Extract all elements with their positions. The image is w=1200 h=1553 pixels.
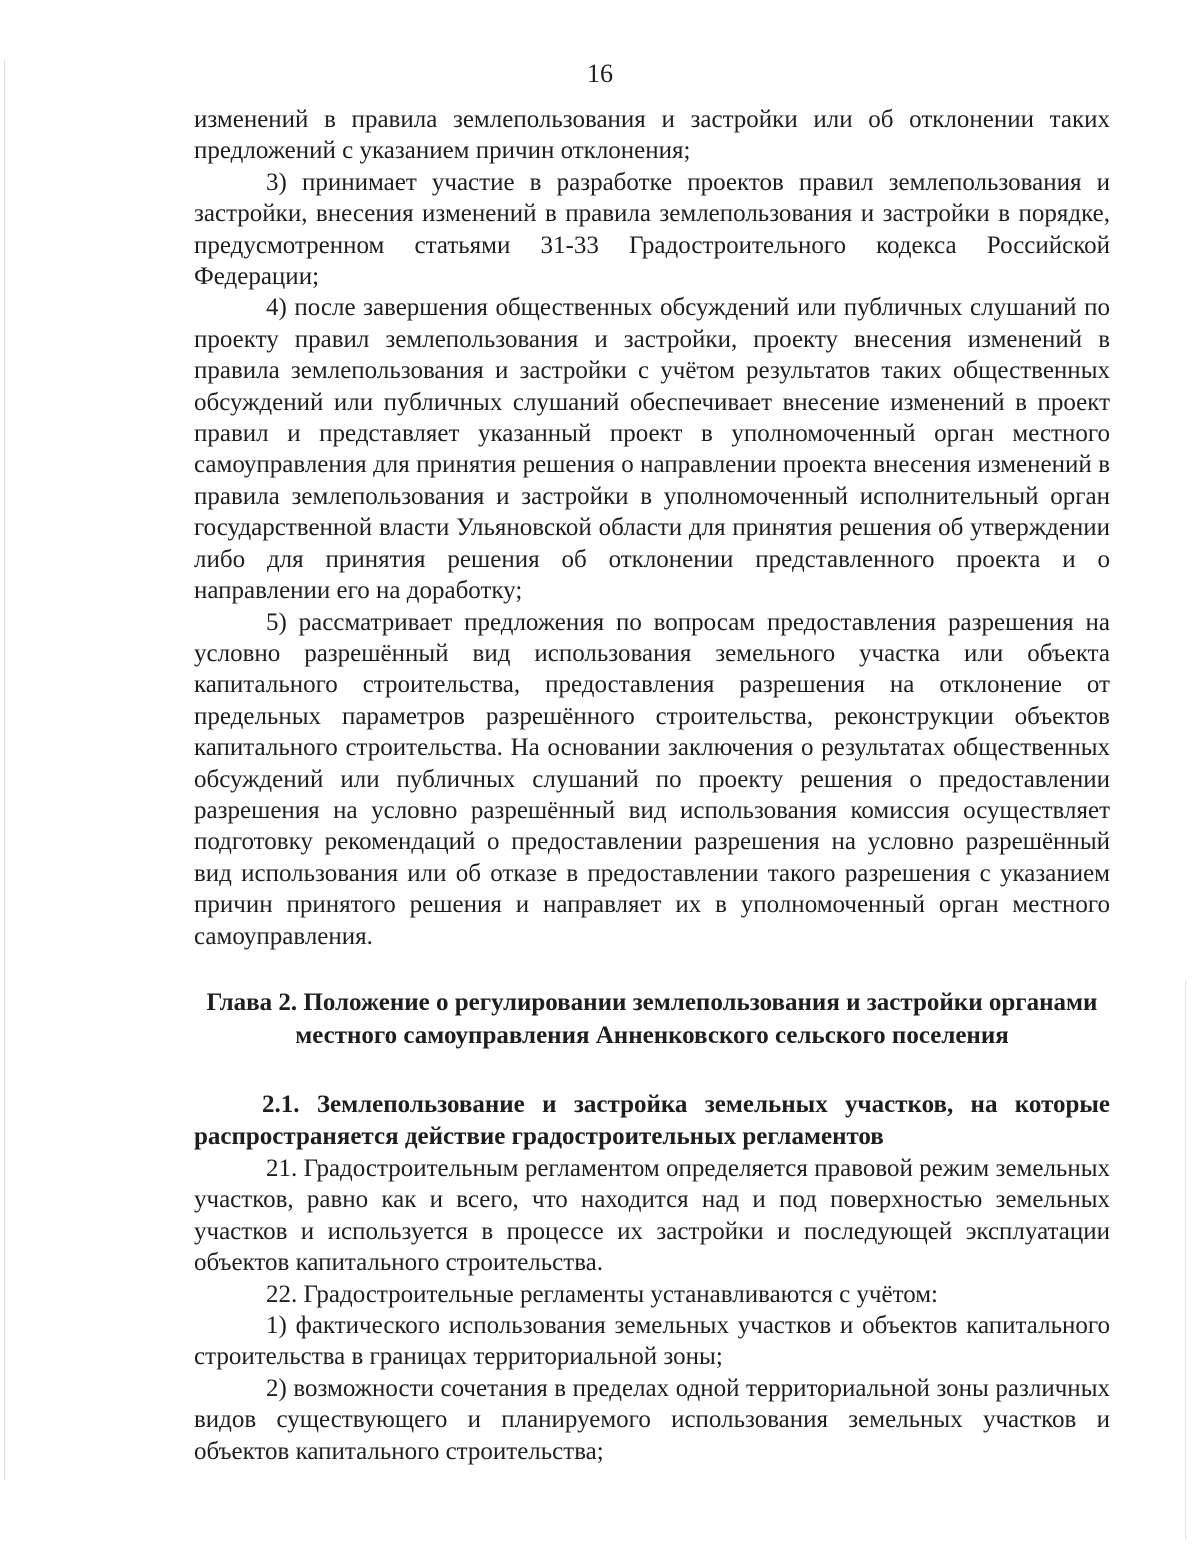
paragraph-continuation: изменений в правила землепользования и застройки или об отклонении таких предложений с указанием причин отклонения; bbox=[194, 106, 1110, 165]
clause-21: 21. Градостроительным регламентом определяется правовой режим земельных участков, равно как и всего, что находится над и под поверхностью земельных участков и используется в процессе их застройки и последующей эксплуатации объектов капитального строительства. bbox=[194, 1154, 1110, 1277]
list-item-5: 5) рассматривает предложения по вопросам предоставления разрешения на условно разрешённый вид использования земельного участка или объекта капитального строительства, предоставления разрешения на отклонение от предельных параметров разрешённого строительства, реконструкции объектов капитального строительства. На основании заключения о результатах общественных обсуждений или публичных слушаний по проекту решения о предоставлении разрешения на условно разрешённый вид использования комиссия осуществляет подготовку рекомендаций о предоставлении разрешения на условно разрешённый вид использования или об отказе в предоставлении такого разрешения с указанием причин принятого решения и направляет их в уполномоченный орган местного самоуправления. bbox=[194, 608, 1110, 950]
document-body bbox=[194, 104, 1110, 1467]
clause-22-item-1: 1) фактического использования земельных участков и объектов капитального строительства в границах территориальной зоны; bbox=[194, 1312, 1110, 1371]
clause-22: 22. Градостроительные регламенты устанавливаются с учётом: bbox=[266, 1280, 938, 1308]
list-item-3: 3) принимает участие в разработке проектов правил землепользования и застройки, внесения изменений в правила землепользования и застройки в порядке, предусмотренном статьями 31-33 Градостроительного кодекса Российской Федерации; bbox=[194, 168, 1110, 291]
section-title: 2.1. Землепользование и застройка земельных участков, на которые распространяется действие градостроительных регламентов bbox=[194, 1090, 1110, 1150]
scan-edge-line bbox=[4, 60, 5, 1480]
clause-22-item-2: 2) возможности сочетания в пределах одной территориальной зоны различных видов существующего и планируемого использования земельных участков и объектов капитального строительства; bbox=[194, 1374, 1110, 1465]
chapter-title: Глава 2. Положение о регулировании землепользования и застройки органами местного самоуправления Анненковского сельского поселения bbox=[206, 988, 1098, 1049]
list-item-4: 4) после завершения общественных обсуждений или публичных слушаний по проекту правил землепользования и застройки, проекту внесения изменений в правила землепользования и застройки с учётом результатов таких общественных обсуждений или публичных слушаний обеспечивает внесение изменений в проект правил и представляет указанный проект в уполномоченный орган местного самоуправления для принятия решения о направлении проекта внесения изменений в правила землепользования и застройки в уполномоченный исполнительный орган государственной власти Ульяновской области для принятия решения об утверждении либо для принятия решения об отклонении представленного проекта и о направлении его на доработку; bbox=[194, 294, 1110, 605]
page-number: 16 bbox=[587, 59, 613, 88]
scan-edge-line bbox=[1185, 980, 1186, 1540]
